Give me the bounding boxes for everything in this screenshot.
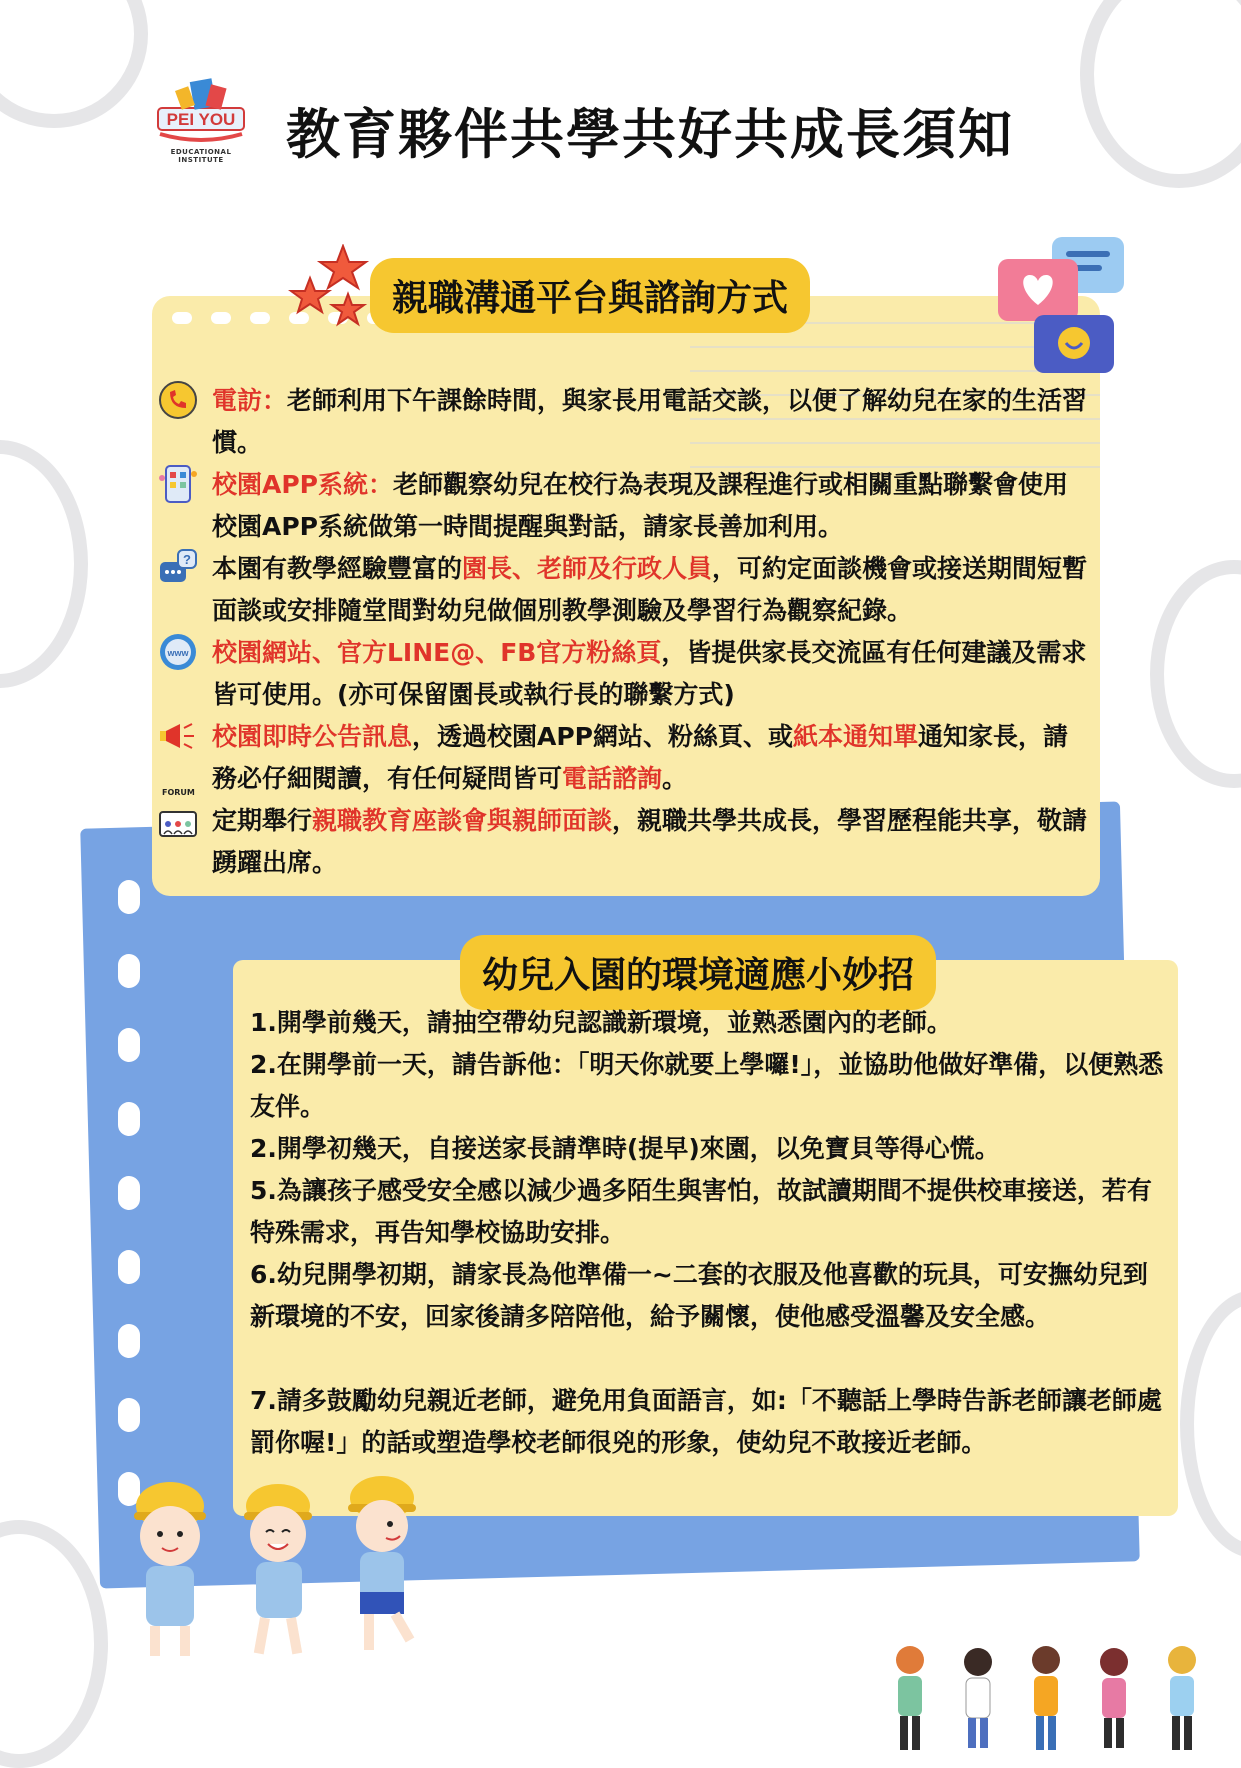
body-text: ，透過校園APP網站、粉絲頁、或 (412, 722, 794, 751)
tip-item: 5.為讓孩子感受安全感以減少過多陌生與害怕，故試讀期間不提供校車接送，若有特殊需求，再告知學校協助安排。 (250, 1176, 1152, 1247)
phone-icon (158, 380, 198, 420)
www-icon (158, 632, 198, 672)
body-text: ，皆提供家長交流區有任何建議及需求皆可使用。(亦可保留園長或執行長的聯繫方式) (212, 638, 1087, 709)
forum-icon-label: FORUM (162, 788, 195, 797)
walking-children-illustration (870, 1640, 1230, 1754)
communication-item-text (212, 548, 1092, 632)
body-text: 老師觀察幼兒在校行為表現及課程進行或相關重點聯繫會使用校園APP系統做第一時間提醒與對話，請家長善加利用。 (212, 470, 1069, 541)
communication-item-text (212, 464, 1092, 548)
red-stars-icon (288, 244, 378, 334)
highlighted-text: 電話諮詢 (562, 764, 663, 793)
question-chat-icon (158, 548, 198, 588)
body-text: 定期舉行 (212, 806, 313, 835)
body-text: ，可約定面談機會或接送期間短暫面談或安排隨堂間對幼兒做個別教學測驗及學習行為觀察紀錄。 (212, 554, 1088, 625)
chat-bubbles-icon (990, 235, 1130, 375)
body-text: 本園有教學經驗豐富的 (212, 554, 463, 583)
highlighted-text: 校園網站、官方LINE@、FB官方粉絲頁 (212, 638, 662, 667)
decorative-swirl (0, 0, 148, 128)
tip-item: 6.幼兒開學初期，請家長為他準備一~二套的衣服及他喜歡的玩具，可安撫幼兒到新環境的不安，回家後請多陪陪他，給予關懷，使他感受溫馨及安全感。 (250, 1260, 1148, 1331)
highlighted-text: 紙本通知單 (793, 722, 919, 751)
body-text: 老師利用下午課餘時間，與家長用電話交談，以便了解幼兒在家的生活習慣。 (212, 386, 1088, 457)
tip-item: 2.在開學前一天，請告訴他：「明天你就要上學囉!」，並協助他做好準備，以便熟悉友伴。 (250, 1050, 1164, 1121)
logo-subtext: EDUCATIONAL INSTITUTE (170, 148, 232, 164)
svg-text:?: ? (183, 552, 191, 567)
communication-item-text (212, 716, 1092, 800)
highlighted-text: 校園即時公告訊息 (212, 722, 413, 751)
communication-item-text (212, 800, 1092, 884)
body-text: 通知家長，請務必仔細閱讀，有任何疑問皆可 (212, 722, 1069, 793)
decorative-swirl (0, 440, 88, 688)
tip-item: 1.開學前幾天，請抽空帶幼兒認識新環境，並熟悉園內的老師。 (250, 1008, 952, 1037)
decorative-swirl (0, 1520, 108, 1768)
megaphone-icon (158, 716, 198, 756)
body-text: ，親職共學共成長，學習歷程能共享，敬請踴躍出席。 (212, 806, 1088, 877)
section-title-adaptation: 幼兒入園的環境適應小妙招 (460, 935, 936, 1010)
tip-item: 2.開學初幾天，自接送家長請準時(提早)來園，以免寶貝等得心慌。 (250, 1134, 1000, 1163)
highlighted-text: 親職教育座談會與親師面談 (312, 806, 613, 835)
communication-item-text (212, 632, 1092, 716)
highlighted-text: 園長、老師及行政人員 (462, 554, 713, 583)
decorative-swirl (1080, 0, 1241, 188)
svg-text:www: www (167, 648, 189, 658)
kindergarten-kids-illustration (110, 1468, 450, 1668)
svg-text:PEI YOU: PEI YOU (166, 110, 236, 129)
decorative-swirl (1180, 1290, 1241, 1558)
decorative-swirl (1150, 560, 1241, 788)
notebook-holes (118, 880, 148, 1560)
highlighted-text: 校園APP系統： (212, 470, 393, 499)
app-icon (158, 464, 198, 504)
communication-item-text (212, 380, 1092, 464)
section-title-communication: 親職溝通平台與諮詢方式 (370, 258, 810, 333)
tip-item: 7.請多鼓勵幼兒親近老師，避免用負面語言，如:「不聽話上學時告訴老師讓老師處罰你喔!」的話或塑造學校老師很兇的形象，使幼兒不敢接近老師。 (250, 1386, 1162, 1457)
body-text: 。 (662, 764, 688, 793)
page-title: 教育夥伴共學共好共成長須知 (286, 103, 1014, 166)
forum-icon (158, 800, 198, 840)
highlighted-text: 電訪： (212, 386, 288, 415)
